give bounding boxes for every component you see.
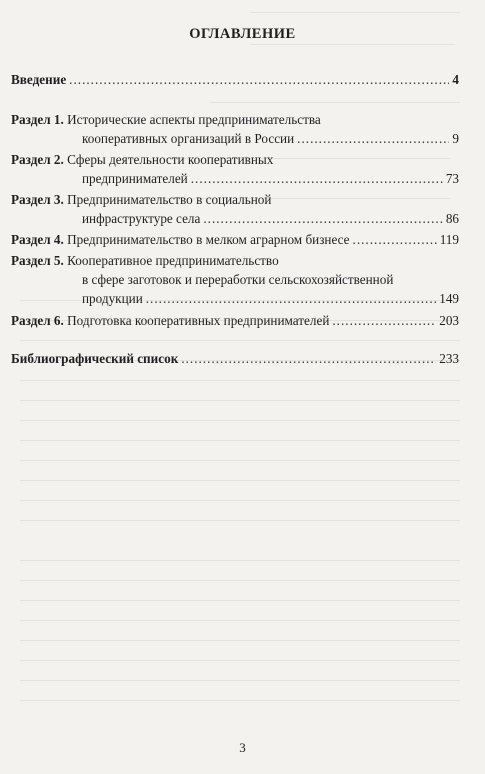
page-number: 3	[239, 740, 246, 755]
section-title-line: Исторические аспекты предпринимательства	[67, 112, 321, 127]
section-title-line: предпринимателей	[82, 171, 188, 186]
leader-dots	[353, 230, 437, 249]
toc-page-number: 4	[452, 72, 459, 87]
section-heading: Раздел 4.	[11, 232, 64, 247]
toc-entry-section-6[interactable]	[11, 311, 459, 330]
toc-page-number: 233	[439, 351, 459, 366]
section-heading: Раздел 3.	[11, 192, 64, 207]
section-heading: Раздел 1.	[11, 112, 64, 127]
toc-page-number: 149	[439, 291, 459, 306]
toc-entry-intro[interactable]	[11, 70, 459, 89]
section-title-line: Сферы деятельности кооперативных	[67, 152, 274, 167]
toc-entry-label: Библиографический список	[11, 351, 179, 366]
section-title-line: кооперативных организаций в России	[82, 131, 295, 146]
toc-entry-section-1[interactable]	[11, 110, 459, 148]
toc-page-number: 86	[445, 211, 459, 226]
toc-entry-section-4[interactable]	[11, 230, 459, 249]
section-title-line: Предпринимательство в социальной	[67, 192, 272, 207]
section-title-line: продукции	[82, 291, 143, 306]
section-title-line: в сфере заготовок и переработки сельскохозяйственной	[82, 272, 394, 287]
leader-dots	[181, 349, 436, 368]
section-heading: Раздел 2.	[11, 152, 64, 167]
section-title-line: Кооперативное предпринимательство	[67, 253, 279, 268]
toc-page-number: 119	[439, 232, 459, 247]
toc-title: ОГЛАВЛЕНИЕ	[189, 26, 296, 42]
toc-entry-bibliography[interactable]	[11, 349, 459, 368]
leader-dots	[203, 209, 442, 228]
section-title-line: Предпринимательство в мелком аграрном бизнесе	[67, 232, 350, 247]
section-title-line: Подготовка кооперативных предпринимателей	[67, 313, 330, 328]
leader-dots	[146, 289, 436, 308]
toc-page-number: 203	[439, 313, 459, 328]
section-heading: Раздел 6.	[11, 313, 64, 328]
toc-entry-section-2[interactable]	[11, 150, 459, 188]
leader-dots	[191, 169, 443, 188]
section-title-line: инфраструктуре села	[82, 211, 201, 226]
toc-entry-section-3[interactable]	[11, 190, 459, 228]
toc-entry-label: Введение	[11, 72, 67, 87]
toc-page-number: 73	[445, 171, 459, 186]
toc-page-number: 9	[452, 131, 459, 146]
leader-dots	[69, 70, 449, 89]
section-heading: Раздел 5.	[11, 253, 64, 268]
toc-entry-section-5[interactable]	[11, 251, 459, 308]
leader-dots	[332, 311, 436, 330]
leader-dots	[297, 129, 449, 148]
